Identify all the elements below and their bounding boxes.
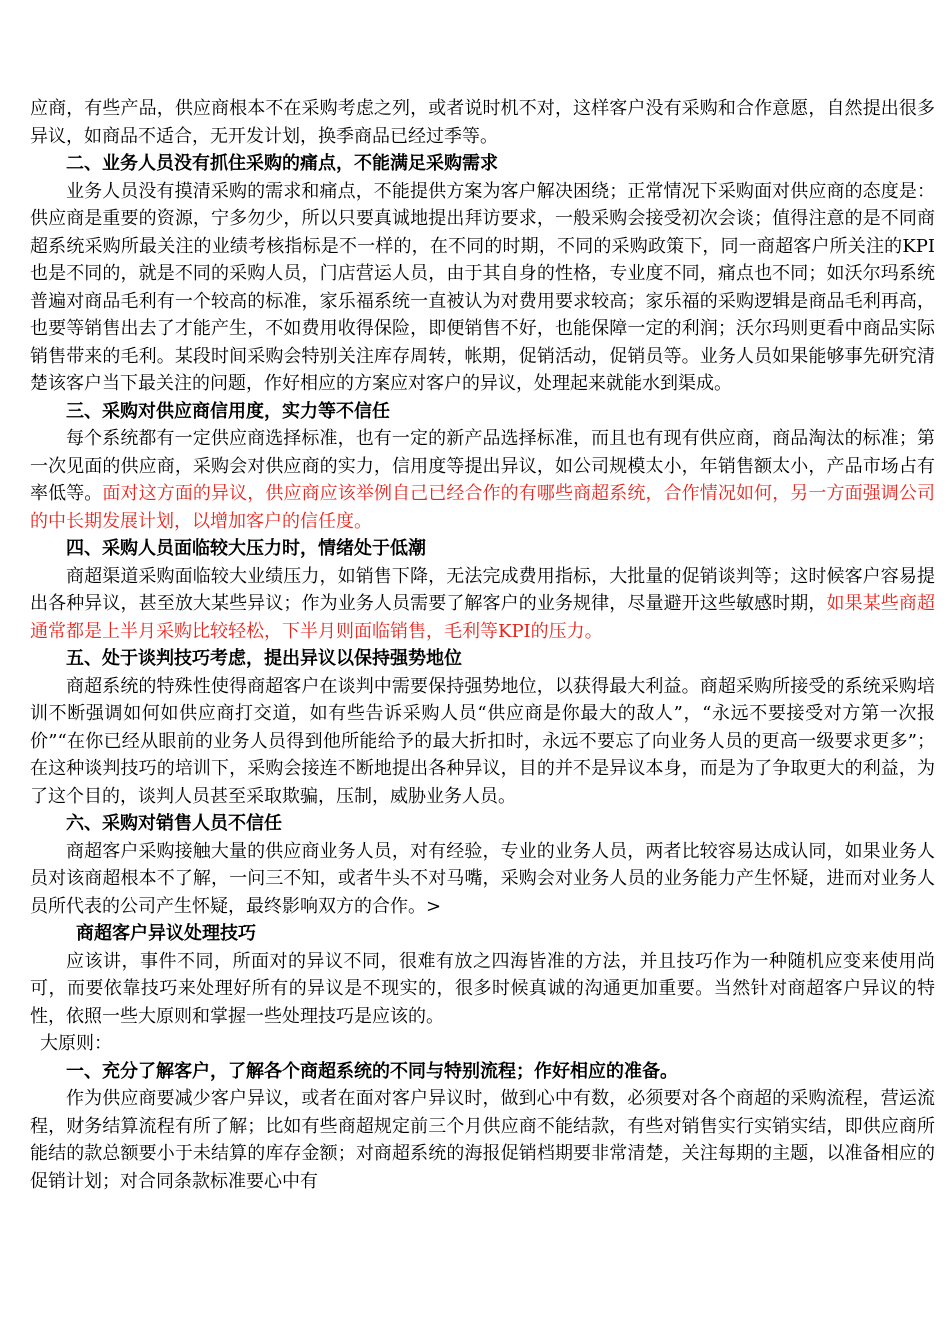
- principle-heading-1: 一、充分了解客户，了解各个商超系统的不同与特别流程；作好相应的准备。: [66, 1060, 678, 1082]
- paragraph-section-4-text: 商超渠道采购面临较大业绩压力，如销售下降，无法完成费用指标，大批量的促销谈判等；这时候客户容易提出各种异议，甚至放大某些异议；作为业务人员需要了解客户的业务规律，尽量避开这些敏感时期，: [30, 565, 935, 614]
- paragraph-section-5: 商超系统的特殊性使得商超客户在谈判中需要保持强势地位，以获得最大利益。商超采购所接受的系统采购培训不断强调如何如供应商打交道，如有些告诉采购人员“供应商是你最大的敌人”，“永远不要接受对方第一次报价”“在你已经从眼前的业务人员得到他所能给予的最大折扣时，永远不要忘了向业务人员的更高一级要求更多”；在这种谈判技巧的培训下，采购会接连不断地提出各种异议，目的并不是异议本身，而是为了争取更大的利益，为了这个目的，谈判人员甚至采取欺骗，压制，威胁业务人员。: [30, 675, 935, 807]
- section-heading-6: 六、采购对销售人员不信任: [66, 813, 282, 834]
- paragraph-section-4-highlight: 如果某些商超通常都是上半月采购比较轻松，下半月则面临销售，毛利等KPI的压力。: [30, 593, 936, 642]
- document-subtitle: 商超客户异议处理技巧: [76, 923, 256, 944]
- document-body: [30, 95, 935, 1195]
- paragraph-section-4: [30, 563, 935, 646]
- paragraph-intro-2: 应该讲，事件不同，所面对的异议不同，很难有放之四海皆准的方法，并且技巧作为一种随机应变来使用尚可，而要依靠技巧来处理好所有的异议是不现实的，很多时候真诚的沟通更加重要。当然针对商超客户异议的特性，依照一些大原则和掌握一些处理技巧是应该的。: [30, 950, 935, 1027]
- paragraph-section-3-highlight: 面对这方面的异议，供应商应该举例自己已经合作的有哪些商超系统，合作情况如何，另一方面强调公司的中长期发展计划，以增加客户的信任度。: [30, 483, 936, 532]
- paragraph-section-3: [30, 425, 935, 535]
- paragraph-section-3-text: 每个系统都有一定供应商选择标准，也有一定的新产品选择标准，而且也有现有供应商，商品淘汰的标准；第一次见面的供应商，采购会对供应商的实力，信用度等提出异议，如公司规模太小，年销售额太小，产品市场占有率低等。: [30, 428, 935, 504]
- paragraph-intro: 应商，有些产品，供应商根本不在采购考虑之列，或者说时机不对，这样客户没有采购和合作意愿，自然提出很多异议，如商品不适合，无开发计划，换季商品已经过季等。: [30, 98, 935, 147]
- paragraph-section-2: 业务人员没有摸清采购的需求和痛点，不能提供方案为客户解决困绕；正常情况下采购面对供应商的态度是：供应商是重要的资源，宁多勿少，所以只要真诚地提出拜访要求，一般采购会接受初次会谈；值得注意的是不同商超系统采购所最关注的业绩考核指标是不一样的，在不同的时期，不同的采购政策下，同一商超客户所关注的KPI也是不同的，就是不同的采购人员，门店营运人员，由于其自身的性格，专业度不同，痛点也不同；如沃尔玛系统普遍对商品毛利有一个较高的标准，家乐福系统一直被认为对费用要求较高；家乐福的采购逻辑是商品毛利再高，也要等销售出去了才能产生，不如费用收得保险，即便销售不好，也能保障一定的利润；沃尔玛则更看中商品实际销售带来的毛利。某段时间采购会特别关注库存周转，帐期，促销活动，促销员等。业务人员如果能够事先研究清楚该客户当下最关注的问题，作好相应的方案应对客户的异议，处理起来就能水到渠成。: [30, 180, 935, 394]
- paragraph-section-6: 商超客户采购接触大量的供应商业务人员，对有经验，专业的业务人员，两者比较容易达成认同，如果业务人员对该商超根本不了解，一问三不知，或者牛头不对马嘴，采购会对业务人员的业务能力产生怀疑，进而对业务人员所代表的公司产生怀疑，最终影响双方的合作。>: [30, 840, 935, 917]
- section-heading-4: 四、采购人员面临较大压力时，情绪处于低潮: [66, 538, 426, 559]
- section-heading-3: 三、采购对供应商信用度，实力等不信任: [66, 400, 390, 422]
- paragraph-principle-1: 作为供应商要减少客户异议，或者在面对客户异议时，做到心中有数，必须要对各个商超的采购流程，营运流程，财务结算流程有所了解；比如有些商超规定前三个月供应商不能结款，有些对销售实行实销实结，即供应商所能结的款总额要小于未结算的库存金额；对商超系统的海报促销档期要非常清楚，关注每期的主题，以准备相应的促销计划；对合同条款标准要心中有: [30, 1088, 935, 1192]
- section-heading-5: 五、处于谈判技巧考虑，提出异议以保持强势地位: [66, 648, 462, 669]
- section-heading-2: 二、业务人员没有抓住采购的痛点，不能满足采购需求: [66, 153, 498, 174]
- principle-label: 大原则：: [40, 1033, 112, 1054]
